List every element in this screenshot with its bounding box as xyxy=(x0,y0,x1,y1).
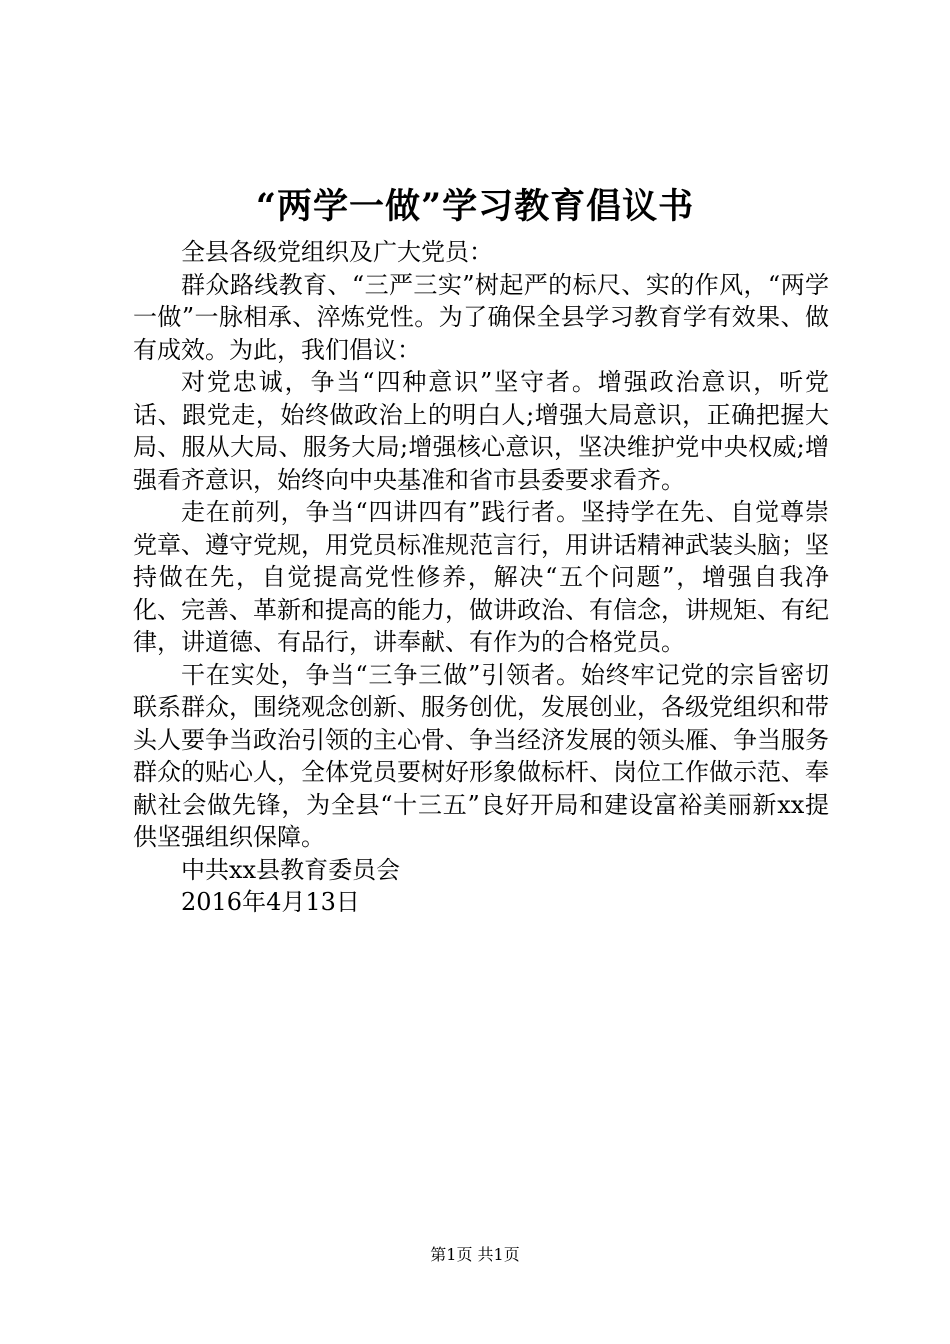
page-indicator: 第1页 共1页 xyxy=(430,1245,520,1264)
paragraph-loyalty: 对党忠诚，争当“四种意识”坚守者。增强政治意识，听党话、跟党走，始终做政治上的明白人;增强大局意识，正确把握大局、服从大局、服务大局;增强核心意识，坚决维护党中央权威;增强看齐意识，始终向中央基准和省市县委要求看齐。 xyxy=(133,368,829,494)
paragraph-forefront: 走在前列，争当“四讲四有”践行者。坚持学在先、自觉尊崇党章、遵守党规，用党员标准规范言行，用讲话精神武装头脑；坚持做在先，自觉提高党性修养，解决“五个问题”，增强自我净化、完善、革新和提高的能力，做讲政治、有信念，讲规矩、有纪律，讲道德、有品行，讲奉献、有作为的合格党员。 xyxy=(133,498,829,656)
document-body xyxy=(133,236,829,919)
paragraph-intro: 群众路线教育、“三严三实”树起严的标尺、实的作风，“两学一做”一脉相承、淬炼党性。为了确保全县学习教育学有效果、做有成效。为此，我们倡议： xyxy=(133,270,829,364)
salutation: 全县各级党组织及广大党员： xyxy=(181,238,493,266)
date: 2016年4月13日 xyxy=(181,888,360,916)
signature: 中共xx县教育委员会 xyxy=(181,855,401,884)
document-title: “两学一做”学习教育倡议书 xyxy=(255,186,695,227)
paragraph-practice: 干在实处，争当“三争三做”引领者。始终牢记党的宗旨密切联系群众，围绕观念创新、服务创优，发展创业，各级党组织和带头人要争当政治引领的主心骨、争当经济发展的领头雁、争当服务群众的贴心人，全体党员要树好形象做标杆、岗位工作做示范、奉献社会做先锋，为全县“十三五”良好开局和建设富裕美丽新xx提供坚强组织保障。 xyxy=(133,660,829,851)
